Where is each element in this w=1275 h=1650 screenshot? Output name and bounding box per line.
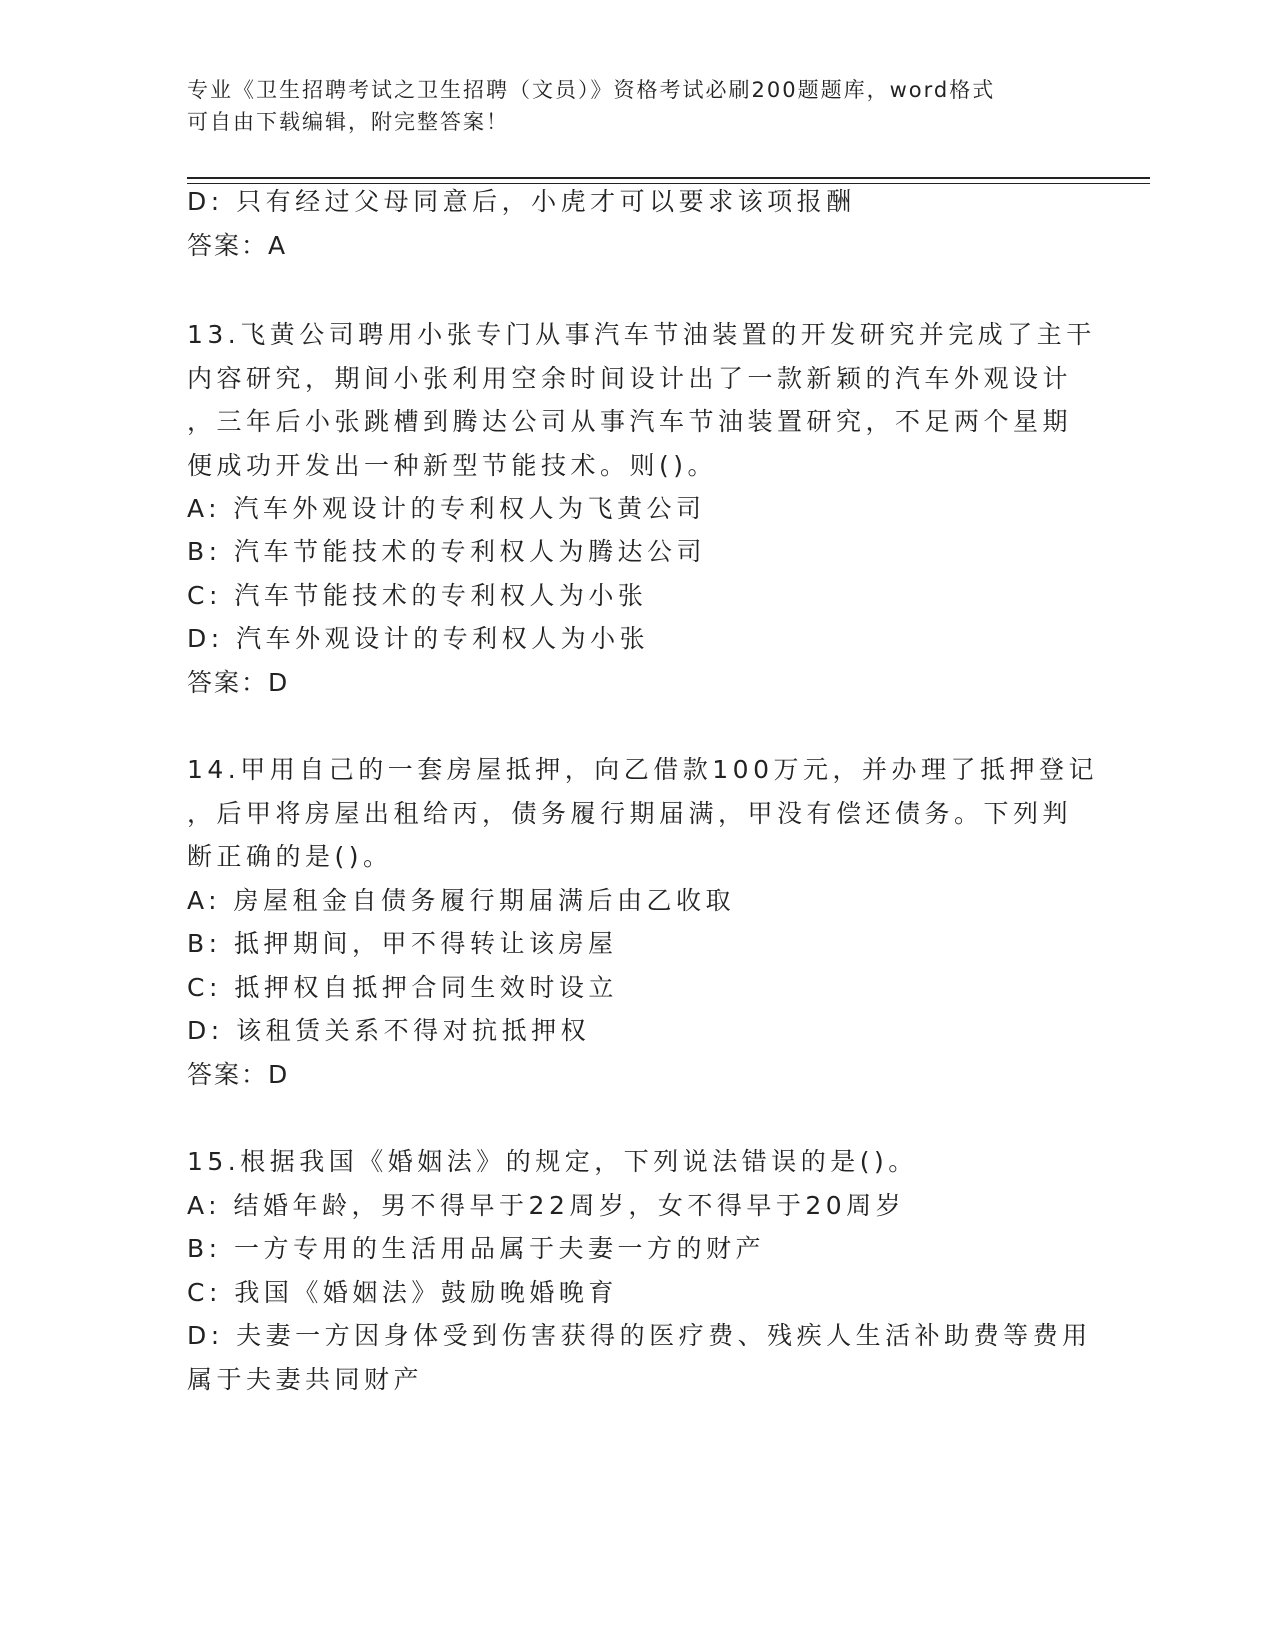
- q14-option-b: B: 抵押期间，甲不得转让该房屋: [187, 929, 618, 958]
- q14-stem-line-3: 断正确的是()。: [187, 842, 393, 871]
- q15-option-b: B: 一方专用的生活用品属于夫妻一方的财产: [187, 1234, 766, 1263]
- q13-stem-line-2: 内容研究，期间小张利用空余时间设计出了一款新颖的汽车外观设计: [187, 364, 1073, 393]
- q15-stem-line-1: 15.根据我国《婚姻法》的规定，下列说法错误的是()。: [187, 1147, 918, 1176]
- header-divider-thin: [187, 183, 1150, 184]
- prev-option-d: D: 只有经过父母同意后，小虎才可以要求该项报酬: [187, 187, 856, 216]
- q13-option-a: A: 汽车外观设计的专利权人为飞黄公司: [187, 494, 706, 523]
- q14-stem-line-1: 14.甲用自己的一套房屋抵押，向乙借款100万元，并办理了抵押登记: [187, 755, 1098, 784]
- q14-option-d: D: 该租赁关系不得对抗抵押权: [187, 1016, 591, 1045]
- header-line-2: 可自由下载编辑，附完整答案！: [187, 110, 509, 134]
- header-line-1: 专业《卫生招聘考试之卫生招聘（文员）》资格考试必刷200题题库，word格式: [187, 78, 996, 102]
- q13-option-b: B: 汽车节能技术的专利权人为腾达公司: [187, 537, 707, 566]
- q15-option-a: A: 结婚年龄，男不得早于22周岁，女不得早于20周岁: [187, 1191, 906, 1220]
- q15-option-d-continued: 属于夫妻共同财产: [187, 1365, 424, 1394]
- q13-option-d: D: 汽车外观设计的专利权人为小张: [187, 624, 650, 653]
- q15-option-d: D: 夫妻一方因身体受到伤害获得的医疗费、残疾人生活补助费等费用: [187, 1321, 1092, 1350]
- q13-option-c: C: 汽车节能技术的专利权人为小张: [187, 581, 648, 610]
- header-divider-thick: [187, 177, 1150, 179]
- q14-option-c: C: 抵押权自抵押合同生效时设立: [187, 973, 618, 1002]
- q14-answer: 答案：D: [187, 1060, 290, 1089]
- document-header: [187, 74, 1087, 138]
- q14-stem-line-2: ，后甲将房屋出租给丙，债务履行期届满，甲没有偿还债务。下列判: [187, 799, 1073, 828]
- q14-option-a: A: 房屋租金自债务履行期届满后由乙收取: [187, 886, 736, 915]
- q13-stem-line-1: 13.飞黄公司聘用小张专门从事汽车节油装置的开发研究并完成了主干: [187, 320, 1096, 349]
- prev-answer: 答案：A: [187, 231, 288, 260]
- q13-answer: 答案：D: [187, 668, 290, 697]
- q13-stem-line-4: 便成功开发出一种新型节能技术。则()。: [187, 451, 718, 480]
- q13-stem-line-3: ，三年后小张跳槽到腾达公司从事汽车节油装置研究，不足两个星期: [187, 407, 1073, 436]
- q15-option-c: C: 我国《婚姻法》鼓励晚婚晚育: [187, 1278, 618, 1307]
